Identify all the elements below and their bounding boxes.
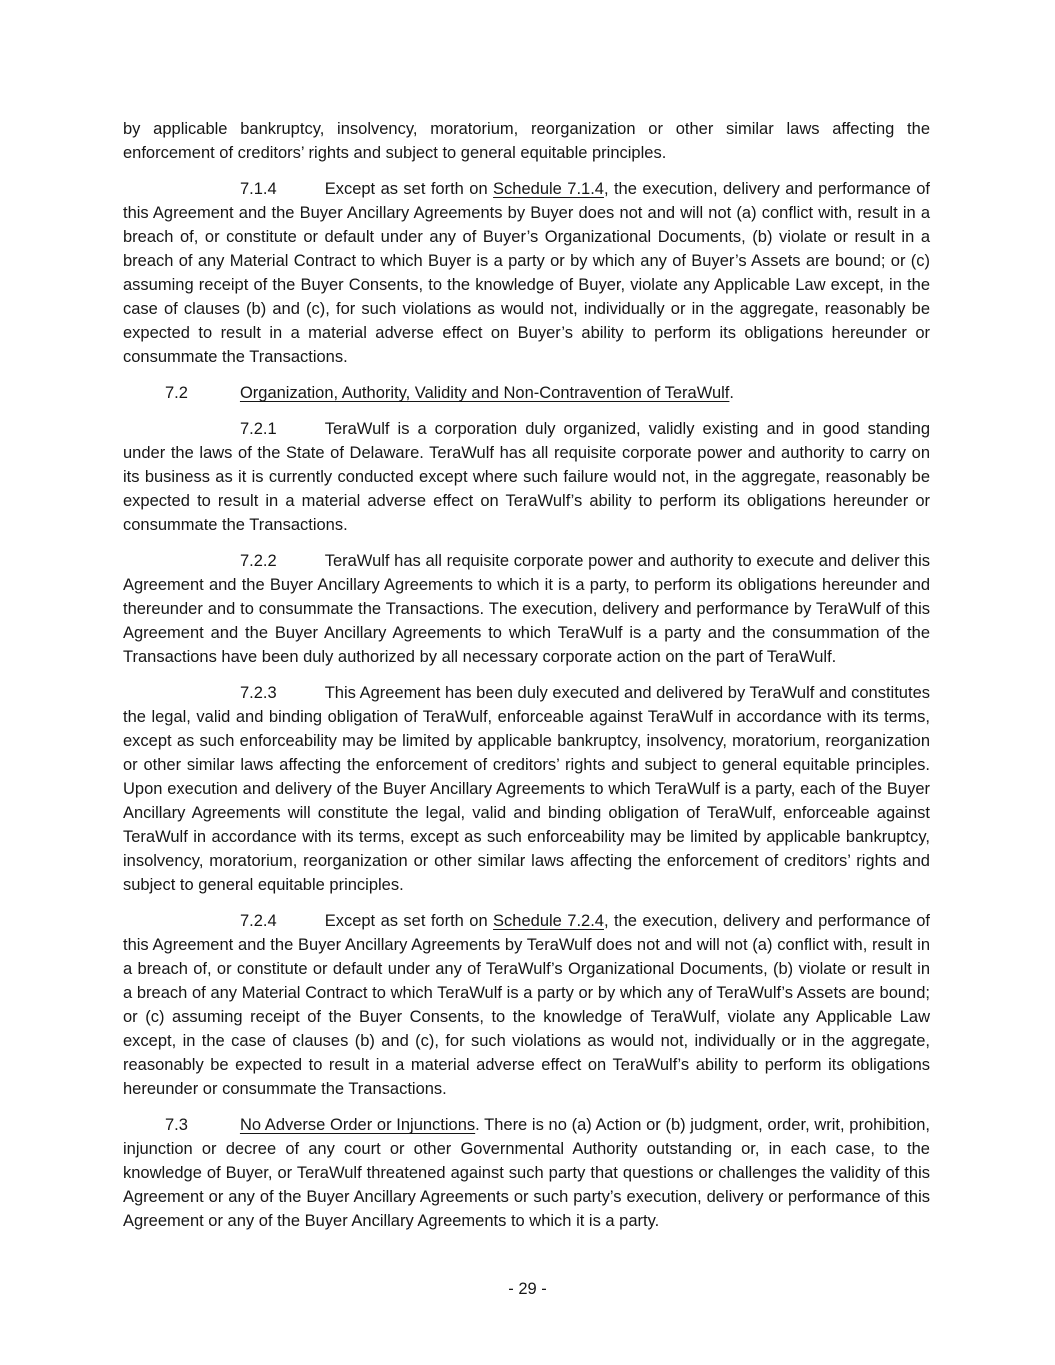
section-heading-7-2 [123,381,930,405]
tab-spacer [277,697,325,698]
tab-spacer [188,1129,240,1130]
paragraph-7-2-2 [123,549,930,669]
paragraph-text: This Agreement has been duly executed and delivered by TeraWulf and constitutes the legal, valid and binding obligation of TeraWulf, enforceable against TeraWulf in accordance with its terms, except as such enforceability may be limited by applicable bankruptcy, insolvency, moratorium, reorganization or other similar laws affecting the enforcement of creditors’ rights and subject to general equitable principles. Upon execution and delivery of the Buyer Ancillary Agreements to which TeraWulf is a party, each of the Buyer Ancillary Agreements will constitute the legal, valid and binding obligation of TeraWulf, enforceable against TeraWulf in accordance with its terms, except as such enforceability may be limited by applicable bankruptcy, insolvency, moratorium, reorganization or other similar laws affecting the enforcement of creditors’ rights and subject to general equitable principles. [123,684,930,894]
tab-spacer [277,193,325,194]
schedule-reference: Schedule 7.1.4 [493,180,604,198]
section-number: 7.2 [165,384,188,402]
paragraph-text: , the execution, delivery and performance of this Agreement and the Buyer Ancillary Agreements by TeraWulf does not and will not (a) conflict with, result in a breach of, or constitute or default under any of TeraWulf’s Organizational Documents, (b) violate or result in a breach of any Material Contract to which TeraWulf is a party or by which any of TeraWulf’s Assets are bound; or (c) assuming receipt of the Buyer Consents, to the knowledge of TeraWulf, violate any Applicable Law except, in the case of clauses (b) and (c), for such violations as would not, individually or in the aggregate, reasonably be expected to result in a material adverse effect on TeraWulf’s ability to perform its obligations hereunder or consummate the Transactions. [123,912,930,1098]
page-number: - 29 - [508,1280,547,1298]
paragraph-text: , the execution, delivery and performance of this Agreement and the Buyer Ancillary Agreements by Buyer does not and will not (a) conflict with, result in a breach of, or constitute or default under any of Buyer’s Organizational Documents, (b) violate or result in a breach of any Material Contract to which Buyer is a party or by which any of Buyer’s Assets are bound; or (c) assuming receipt of the Buyer Consents, to the knowledge of Buyer, violate any Applicable Law except, in the case of clauses (b) and (c), for such violations as would not, individually or in the aggregate, reasonably be expected to result in a material adverse effect on Buyer’s ability to perform its obligations hereunder or consummate the Transactions. [123,180,930,366]
paragraph-text: . [729,384,734,402]
paragraph-7-1-4 [123,177,930,369]
paragraph-continuation [123,117,930,165]
paragraph-7-2-4 [123,909,930,1101]
paragraph-7-2-1 [123,417,930,537]
schedule-reference: Schedule 7.2.4 [493,912,604,930]
section-heading-text: Organization, Authority, Validity and Non-Contravention of TeraWulf [239,384,730,402]
section-number: 7.3 [165,1116,188,1134]
tab-spacer [277,925,325,926]
tab-spacer [277,565,325,566]
paragraph-7-2-3 [123,681,930,897]
paragraph-text: TeraWulf has all requisite corporate power and authority to execute and deliver this Agreement and the Buyer Ancillary Agreements to which it is a party, to perform its obligations hereunder and thereunder and to consummate the Transactions. The execution, delivery and performance by TeraWulf of this Agreement and the Buyer Ancillary Agreements to which TeraWulf is a party and the consummation of the Transactions have been duly authorized by all necessary corporate action on the part of TeraWulf. [123,552,930,666]
section-heading-text: No Adverse Order or Injunctions [239,1116,476,1134]
section-number: 7.2.1 [240,420,277,438]
paragraph-text: by applicable bankruptcy, insolvency, moratorium, reorganization or other similar laws affecting the enforcement of creditors’ rights and subject to general equitable principles. [123,120,930,162]
paragraph-text: . There is no (a) Action or (b) judgment, order, writ, prohibition, injunction or decree of any court or other Governmental Authority outstanding or, in each case, to the knowledge of Buyer, or TeraWulf threatened against such party that questions or challenges the validity of this Agreement or any of the Buyer Ancillary Agreements or such party’s execution, delivery or performance of this Agreement or any of the Buyer Ancillary Agreements to which it is a party. [123,1116,931,1230]
paragraph-7-3 [123,1113,930,1233]
tab-spacer [277,433,325,434]
section-number: 7.2.4 [240,912,277,930]
paragraph-text: TeraWulf is a corporation duly organized, validly existing and in good standing under the laws of the State of Delaware. TeraWulf has all requisite corporate power and authority to carry on its business as it is currently conducted except where such failure would not, in the aggregate, reasonably be expected to result in a material adverse effect on TeraWulf’s ability to perform its obligations hereunder or consummate the Transactions. [123,420,930,534]
section-number: 7.2.3 [240,684,277,702]
paragraph-text: Except as set forth on [324,912,494,930]
paragraph-text: Except as set forth on [324,180,494,198]
section-number: 7.2.2 [240,552,277,570]
tab-spacer [188,397,240,398]
section-number: 7.1.4 [240,180,277,198]
